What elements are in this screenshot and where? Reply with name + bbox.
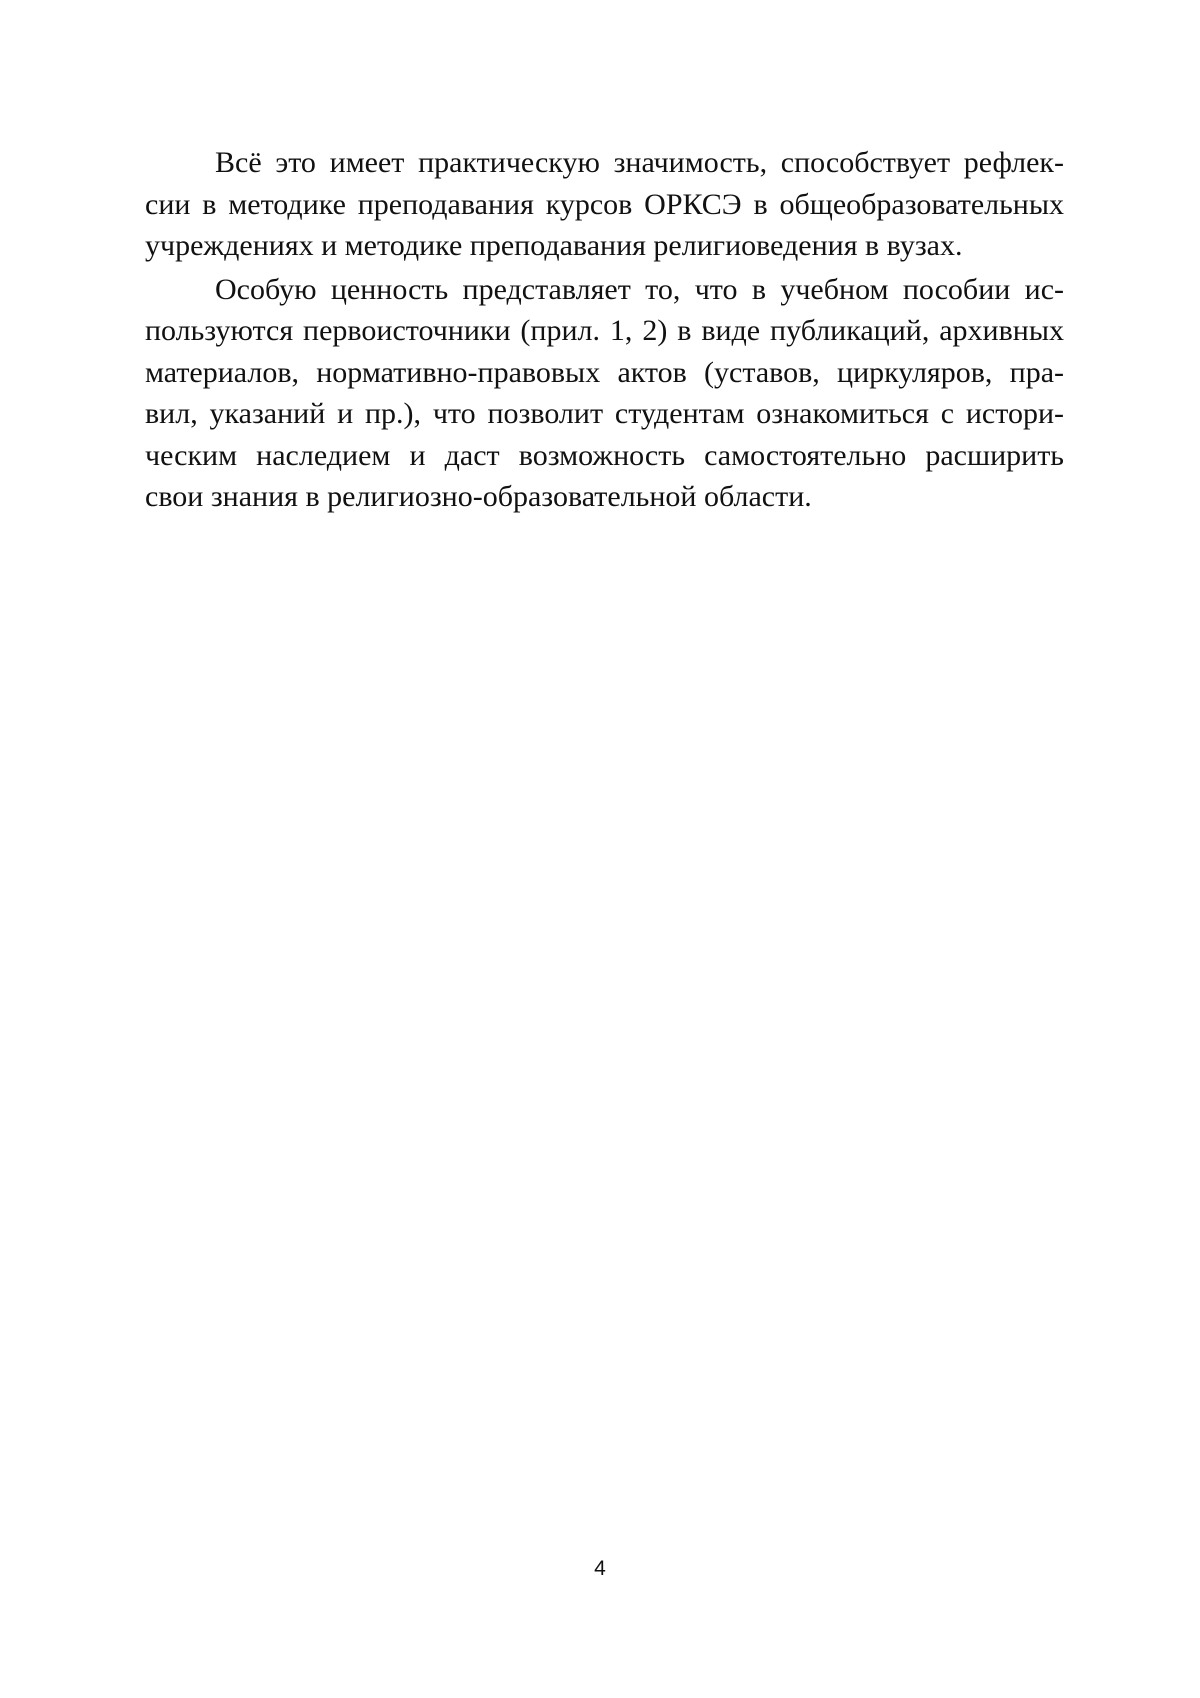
- paragraph-line: учреждениях и методике преподавания религиоведения в вузах.: [145, 229, 963, 262]
- paragraph-2: [145, 269, 1064, 518]
- paragraph-line: ческим наследием и даст возможность самостоятельно расширить: [145, 438, 1064, 472]
- paragraph-line: Всё это имеет практическую значимость, способствует рефлек-: [215, 146, 1064, 179]
- paragraph-line: вил, указаний и пр.), что позволит студентам ознакомиться с истори-: [145, 397, 1064, 430]
- page-number: 4: [594, 1557, 606, 1580]
- paragraph-line: пользуются первоисточники (прил. 1, 2) в виде публикаций, архивных: [145, 314, 1064, 347]
- paragraph-line: Особую ценность представляет то, что в учебном пособии ис-: [215, 272, 1064, 306]
- paragraph-line: сии в методике преподавания курсов ОРКСЭ в общеобразовательных: [145, 187, 1064, 221]
- body-text: [145, 142, 1064, 520]
- paragraph-1: [145, 142, 1064, 267]
- paragraph-line: материалов, нормативно-правовых актов (уставов, циркуляров, пра-: [145, 355, 1064, 389]
- paragraph-line: свои знания в религиозно-образовательной области.: [145, 480, 812, 513]
